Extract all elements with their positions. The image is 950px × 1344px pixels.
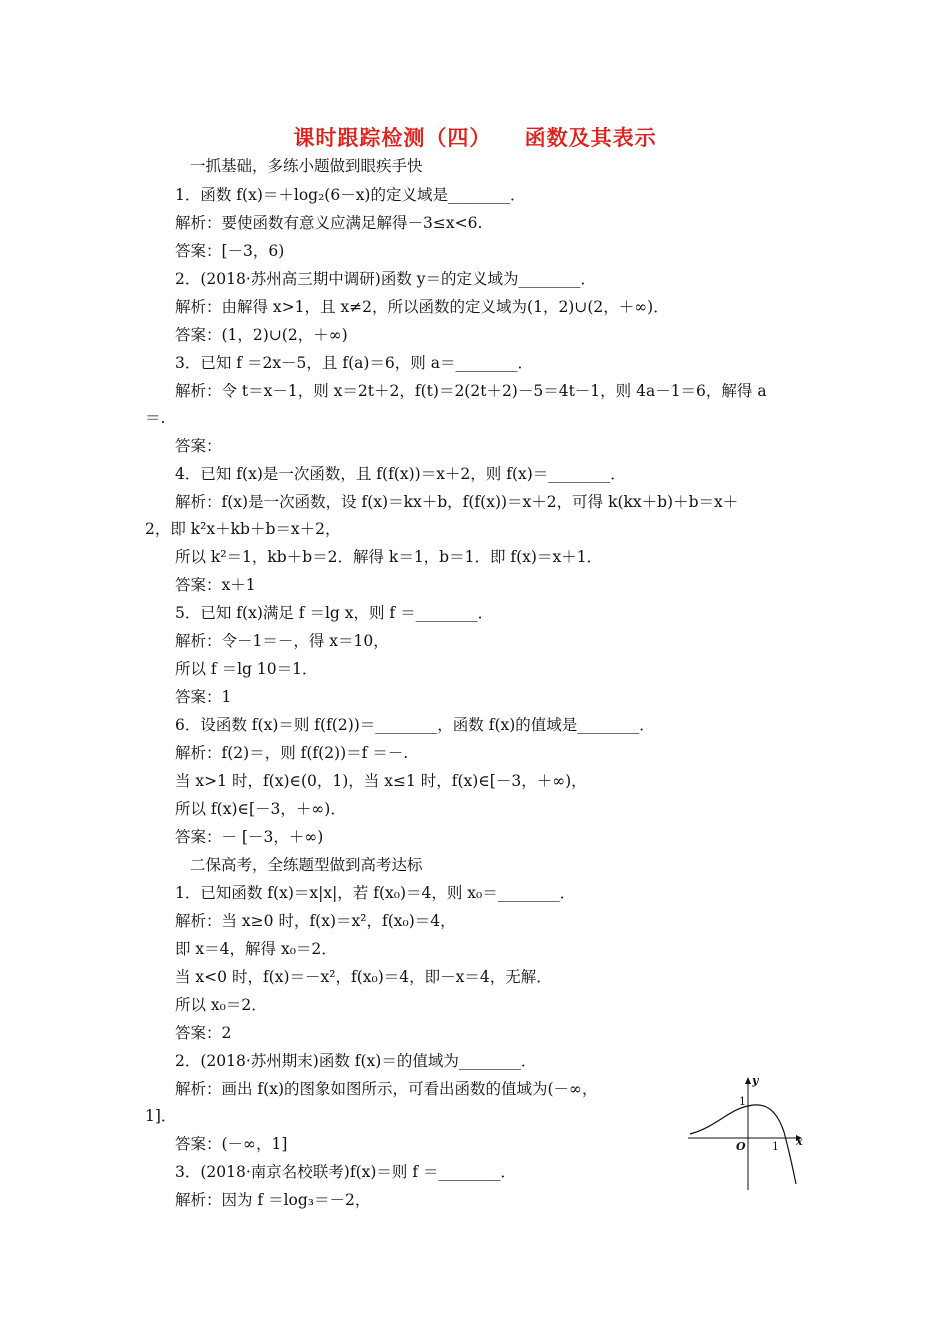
solution-line: 解析：令 t＝x－1，则 x＝2t＋2，f(t)＝2(2t＋2)－5＝4t－1，则 4a－1＝6，解得 a <box>175 382 767 400</box>
problem-line: 1．已知函数 f(x)＝x|x|，若 f(x₀)＝4，则 x₀＝________． <box>175 884 576 902</box>
problem-line: 3．已知 f ＝2x－5，且 f(a)＝6，则 a＝________． <box>175 354 533 372</box>
section-heading-exam: 二保高考，全练题型做到高考达标 <box>190 856 423 874</box>
solution-line: 解析：要使函数有意义应满足解得－3≤x<6. <box>175 214 483 232</box>
solution-line: 所以 f(x)∈[－3，＋∞)． <box>175 800 346 818</box>
answer-line: 答案：2 <box>175 1024 232 1042</box>
solution-line: 当 x>1 时，f(x)∈(0，1)，当 x≤1 时，f(x)∈[－3，＋∞)， <box>175 772 587 790</box>
problem-line: 3．(2018·南京名校联考)f(x)＝则 f ＝________． <box>175 1163 516 1181</box>
origin-label: O <box>736 1140 746 1153</box>
problem-line: 2．(2018·苏州高三期中调研)函数 y＝的定义域为________． <box>175 270 597 288</box>
solution-line: 即 x＝4，解得 x₀＝2． <box>175 940 337 958</box>
function-graph <box>686 1072 810 1192</box>
answer-line: 答案： <box>175 437 222 455</box>
solution-line: 所以 f ＝lg 10＝1． <box>175 660 318 678</box>
y-axis-label: y <box>752 1074 759 1087</box>
problem-line: 6．设函数 f(x)＝则 f(f(2))＝________，函数 f(x)的值域是________． <box>175 716 655 734</box>
solution-line: 解析：当 x≥0 时，f(x)＝x²，f(x₀)＝4， <box>175 912 456 930</box>
answer-line: 答案：1 <box>175 688 232 706</box>
x-axis-label: x <box>796 1135 803 1148</box>
problem-line: 5．已知 f(x)满足 f ＝lg x，则 f ＝________． <box>175 604 494 622</box>
solution-line-continued: 1]． <box>145 1107 177 1125</box>
solution-line: 解析：由解得 x>1，且 x≠2，所以函数的定义域为(1，2)∪(2，＋∞)． <box>175 298 669 316</box>
solution-line: 所以 x₀＝2． <box>175 996 267 1014</box>
y-axis-arrow-icon <box>745 1077 751 1084</box>
problem-line: 1．函数 f(x)＝＋log₂(6－x)的定义域是________． <box>175 186 526 204</box>
answer-line: 答案：[－3，6) <box>175 242 285 260</box>
answer-line: 答案：(1，2)∪(2，＋∞) <box>175 326 348 344</box>
answer-line: 答案：－ [－3，＋∞) <box>175 828 324 846</box>
section-heading-basic: 一抓基础，多练小题做到眼疾手快 <box>190 157 423 175</box>
problem-line: 2．(2018·苏州期末)函数 f(x)＝的值域为________． <box>175 1052 537 1070</box>
solution-line-continued: 2，即 k²x＋kb＋b＝x＋2， <box>145 520 341 538</box>
y-tick-label: 1 <box>739 1095 746 1108</box>
solution-line-continued: ＝. <box>145 409 166 427</box>
solution-line: 解析：因为 f ＝log₃＝－2， <box>175 1191 371 1209</box>
solution-line: 解析：令－1＝－，得 x＝10， <box>175 632 389 650</box>
page-title: 课时跟踪检测（四） 函数及其表示 <box>293 126 657 150</box>
solution-line: 当 x<0 时，f(x)＝－x²，f(x₀)＝4，即－x＝4，无解． <box>175 968 552 986</box>
problem-line: 4．已知 f(x)是一次函数，且 f(f(x))＝x＋2，则 f(x)＝________． <box>175 465 626 483</box>
solution-line: 解析：f(x)是一次函数，设 f(x)＝kx＋b，f(f(x))＝x＋2，可得 k(kx＋b)＋b＝x＋ <box>175 493 739 511</box>
solution-line: 解析：f(2)＝，则 f(f(2))＝f ＝－. <box>175 744 409 762</box>
answer-line: 答案：(－∞，1] <box>175 1135 288 1153</box>
x-tick-label: 1 <box>772 1140 779 1153</box>
solution-line: 所以 k²＝1，kb＋b＝2．解得 k＝1，b＝1．即 f(x)＝x＋1． <box>175 548 603 566</box>
answer-line: 答案：x＋1 <box>175 576 256 594</box>
solution-line: 解析：画出 f(x)的图象如图所示，可看出函数的值域为(－∞， <box>175 1080 598 1098</box>
